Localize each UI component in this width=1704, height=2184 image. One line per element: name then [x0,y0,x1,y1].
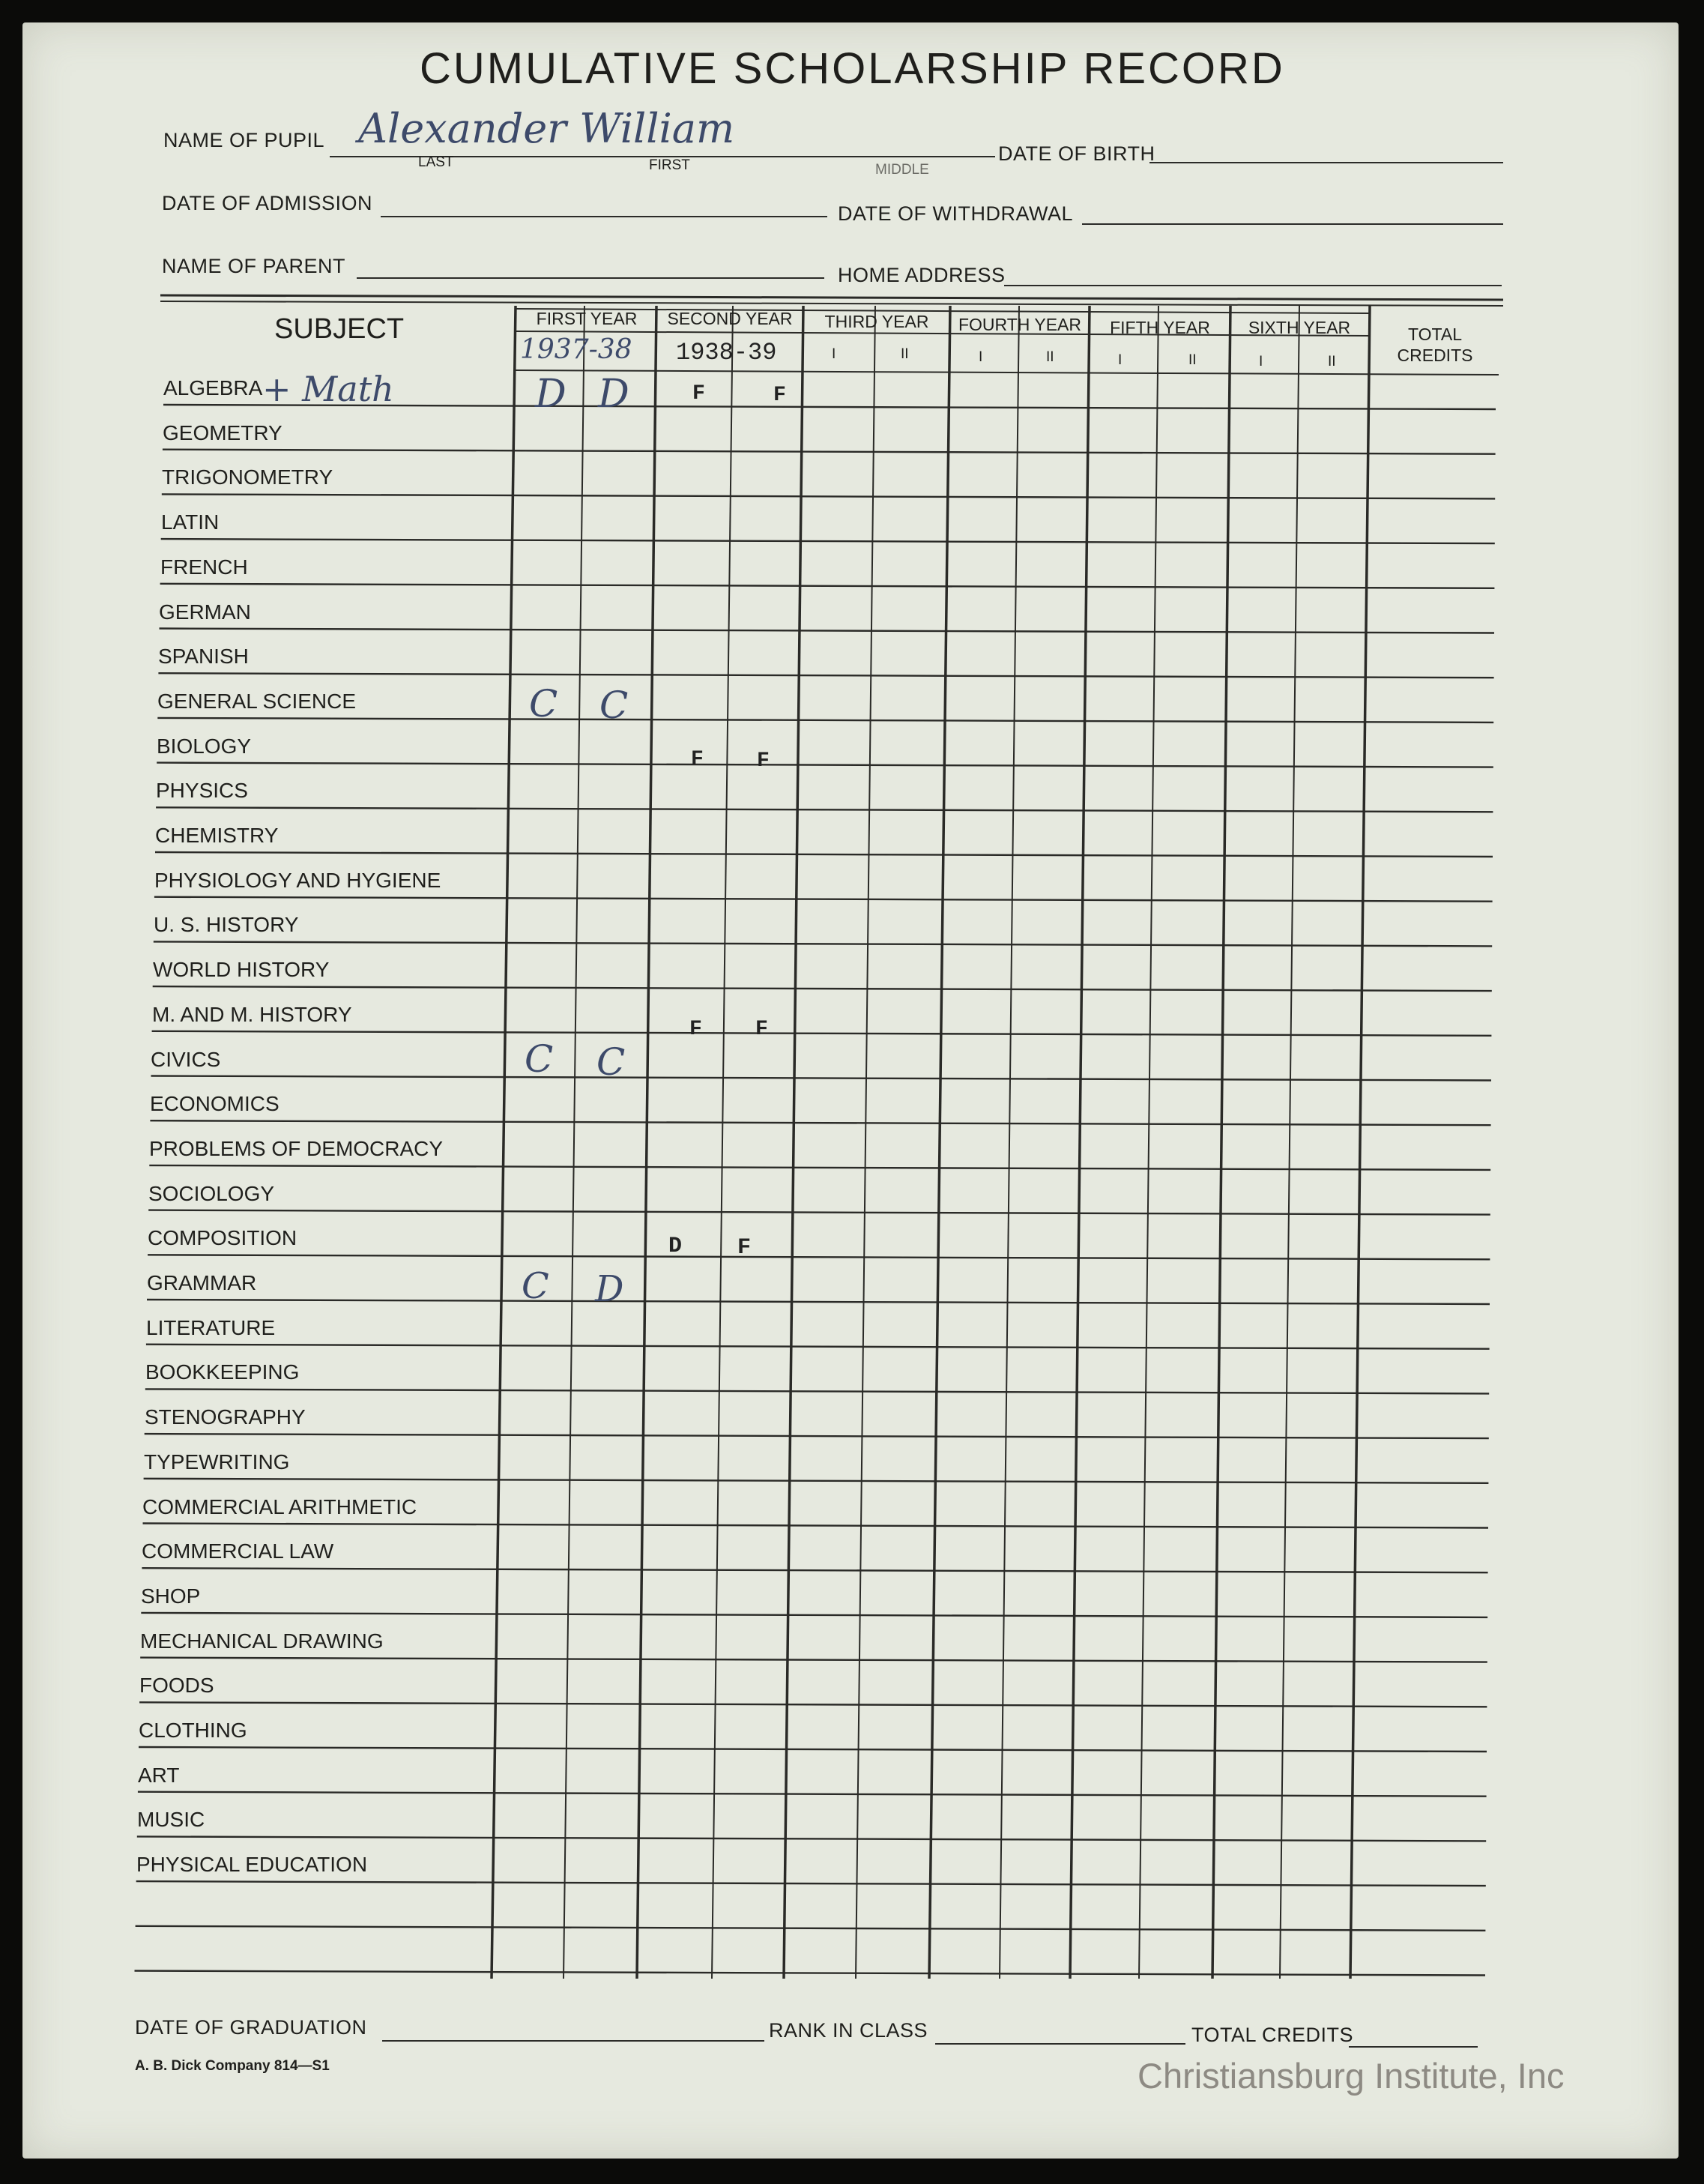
sixth-year-sem-i: I [1259,354,1263,369]
subject-label: COMPOSITION [148,1226,297,1250]
subject-label: FOODS [139,1674,214,1698]
grid-column-line [1139,306,1158,1979]
subject-label: CIVICS [151,1047,221,1071]
subject-label: PROBLEMS OF DEMOCRACY [149,1136,444,1160]
name-of-pupil-label: NAME OF PUPIL [163,129,325,151]
grid-row-line [143,1524,1489,1528]
subject-label: CLOTHING [139,1719,247,1742]
date-of-birth-label: DATE OF BIRTH [998,142,1155,165]
publisher-mark: A. B. Dick Company 814—S1 [135,2058,330,2074]
grid-column-line [712,306,733,1979]
subject-label: GERMAN [159,600,251,624]
form-title: CUMULATIVE SCHOLARSHIP RECORD [420,44,1285,93]
rank-in-class-line [935,2043,1185,2045]
name-of-parent-label: NAME OF PARENT [162,255,346,277]
subject-label: TYPEWRITING [144,1450,290,1473]
grid-row-line [136,1926,1486,1931]
grid-row-line [139,1702,1487,1707]
third-year-sem-i: I [832,346,836,362]
subject-label: SPANISH [158,645,249,669]
subject-label: ALGEBRA [163,376,263,399]
total-credits-line [1349,2046,1478,2048]
subject-label: PHYSICAL EDUCATION [136,1853,368,1877]
grid-column-line [1070,306,1090,1979]
algebra-y2-i-grade: F [692,382,705,405]
subject-label: U. S. HISTORY [154,913,299,937]
grid-row-line [142,1568,1487,1572]
grid-column-line [1212,306,1230,1979]
grid-row-line [135,1971,1486,1976]
grid-row-line [136,1881,1486,1886]
algebra-y1-i-grade: D [535,372,567,417]
grid-row-line [162,494,1495,498]
grid-row-line [145,1389,1489,1393]
grid-column-line [856,306,875,1979]
grid-row-line [163,450,1496,454]
grid-column-line [637,306,656,1979]
grid-row-line [145,1434,1489,1438]
algebra-y2-ii-grade: F [773,384,786,407]
fifth-year-sem-ii: II [1188,352,1197,368]
grid-row-line [141,1613,1487,1617]
subject-label: MECHANICAL DRAWING [140,1629,384,1653]
grid-row-line [140,1658,1487,1662]
subject-label: COMMERCIAL LAW [142,1539,334,1563]
subject-label: SHOP [141,1584,201,1608]
subject-label: GEOMETRY [163,420,283,444]
fifth-year-sem-i: I [1118,352,1123,368]
subject-label: WORLD HISTORY [153,958,330,982]
second-year-header: SECOND YEAR [667,309,793,328]
subject-label: LITERATURE [146,1315,276,1339]
grid-row-line [139,1747,1487,1752]
subject-label: GRAMMAR [147,1271,257,1294]
biology-y2-i-grade: F [691,748,704,771]
grid-column-line [1280,306,1299,1979]
first-year-dates: 1937-38 [520,334,632,365]
date-of-withdrawal-label: DATE OF WITHDRAWAL [838,202,1073,225]
home-address-line [1004,285,1502,286]
algebra-annotation: + Math [262,369,394,409]
watermark: Christiansburg Institute, Inc [1137,2056,1565,2096]
third-year-sem-ii: II [901,346,909,362]
civics-y1-ii-grade: C [596,1040,626,1084]
date-of-admission-line [381,216,827,217]
grid-row-line [144,1479,1489,1483]
grammar-y1-i-grade: C [522,1265,549,1307]
grid-column-line [1000,306,1019,1979]
date-of-graduation-label: DATE OF GRADUATION [135,2016,367,2039]
grid-column-line [492,306,516,1979]
subject-label: MUSIC [137,1808,205,1832]
m-and-m-history-y2-i-grade: F [689,1018,702,1041]
fourth-year-header: FOURTH YEAR [958,315,1081,334]
date-of-withdrawal-line [1082,223,1503,225]
biology-y2-ii-grade: F [757,749,770,773]
subject-label: GENERAL SCIENCE [157,689,357,713]
grammar-y1-ii-grade: D [595,1268,624,1310]
grid-row-line [138,1792,1487,1797]
middle-label: MIDDLE [875,162,929,178]
grid-row-line [158,673,1493,678]
composition-y2-i-grade: D [668,1234,683,1259]
total-credits-label: TOTAL CREDITS [1191,2024,1354,2046]
subject-label: PHYSIOLOGY AND HYGIENE [154,868,441,892]
table-top-border-inner [160,301,1503,306]
subject-label: BOOKKEEPING [145,1360,300,1384]
grid-row-line [154,897,1493,902]
third-year-header: THIRD YEAR [824,312,929,331]
total-credits-header: TOTAL CREDITS [1397,325,1473,365]
pupil-name-value: Alexander William [358,105,735,152]
subject-label: TRIGONOMETRY [162,465,333,489]
date-of-graduation-line [382,2040,764,2042]
date-of-birth-line [1149,162,1503,163]
grid-row-line [161,539,1495,543]
grid-row-line [157,718,1493,723]
m-and-m-history-y2-ii-grade: F [755,1018,768,1041]
fourth-year-sem-ii: II [1046,349,1054,365]
rank-in-class-label: RANK IN CLASS [769,2019,928,2042]
composition-y2-ii-grade: F [737,1235,752,1261]
subject-label: FRENCH [160,555,248,579]
algebra-y1-ii-grade: D [598,372,629,417]
fourth-year-sem-i: I [979,349,983,365]
name-of-parent-line [357,277,824,279]
subject-label: COMMERCIAL ARITHMETIC [142,1494,417,1518]
subject-label: BIOLOGY [157,734,252,758]
subject-label: LATIN [161,510,220,534]
date-of-admission-label: DATE OF ADMISSION [162,192,373,214]
grid-column-line [564,306,584,1979]
subject-label: ART [138,1763,180,1787]
general-science-y1-ii-grade: C [599,684,629,727]
fifth-year-header: FIFTH YEAR [1110,318,1210,337]
last-label: LAST [418,154,454,170]
subject-header: SUBJECT [274,313,405,345]
subject-label: STENOGRAPHY [145,1405,306,1429]
semester-header-bottom [516,370,1499,375]
second-year-dates: 1938-39 [676,339,777,366]
subject-label: M. AND M. HISTORY [152,1002,352,1026]
home-address-label: HOME ADDRESS [838,264,1006,286]
grid-row-line [160,629,1495,633]
subject-label: ECONOMICS [150,1092,280,1116]
grid-column-line [1350,306,1370,1979]
grid-row-line [155,852,1493,857]
general-science-y1-i-grade: C [529,682,558,726]
grid-row-line [137,1836,1486,1841]
subject-label: CHEMISTRY [155,824,279,847]
grid-row-line [157,763,1493,767]
grid-column-line [784,306,803,1979]
civics-y1-i-grade: C [525,1037,554,1081]
grid-row-line [160,584,1495,588]
subject-label: PHYSICS [156,779,248,803]
sixth-year-header: SIXTH YEAR [1248,318,1351,337]
subject-label: SOCIOLOGY [148,1181,275,1205]
first-year-header: FIRST YEAR [536,309,638,328]
grid-row-line [156,807,1493,812]
grid-column-line [929,306,950,1979]
first-label: FIRST [649,157,690,173]
table-top-border [160,295,1503,300]
sixth-year-sem-ii: II [1328,354,1336,369]
